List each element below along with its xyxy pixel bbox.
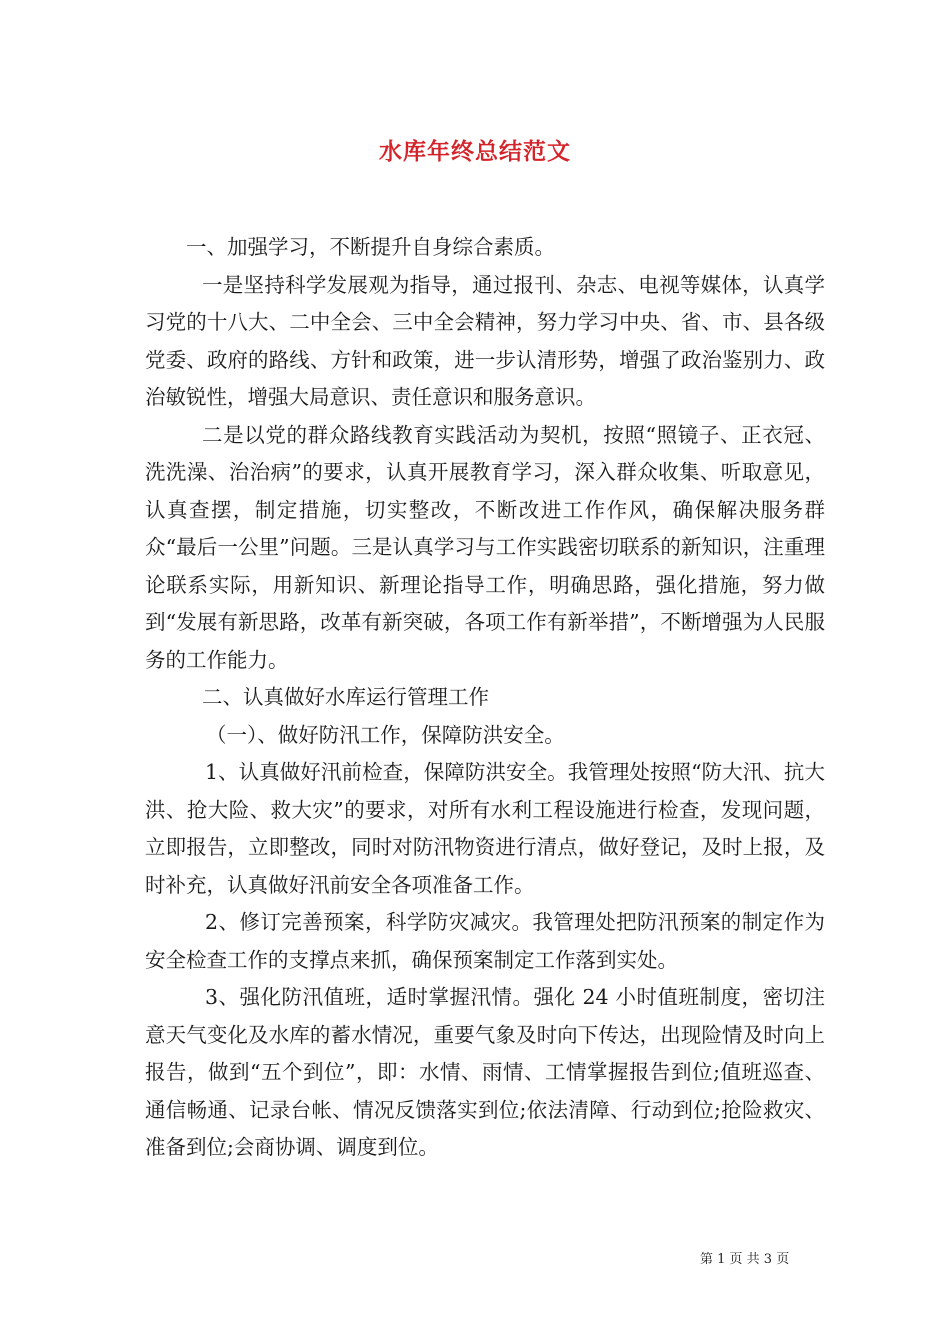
paragraph-study-1: 一是坚持科学发展观为指导，通过报刊、杂志、电视等媒体，认真学习党的十八大、二中全会、三中全会精神，努力学习中央、省、市、县各级党委、政府的路线、方针和政策，进一步认清形势，增强了政治鉴别力、政治敏锐性，增强大局意识、责任意识和服务意识。 — [145, 272, 825, 409]
paragraph-flood-plan: 2、修订完善预案，科学防灾减灾。我管理处把防汛预案的制定作为安全检查工作的支撑点来抓，确保预案制定工作落到实处。 — [145, 910, 825, 972]
page-title: 水库年终总结范文 — [379, 138, 571, 165]
paragraph-flood-check: 1、认真做好汛前检查，保障防洪安全。我管理处按照“防大汛、抗大洪、抢大险、救大灾”的要求，对所有水利工程设施进行检查，发现问题，立即报告，立即整改，同时对防汛物资进行清点，做好登记，及时上报，及时补充，认真做好汛前安全各项准备工作。 — [145, 760, 825, 897]
paragraph-flood-duty: 3、强化防汛值班，适时掌握汛情。强化 24 小时值班制度，密切注意天气变化及水库的蓄水情况，重要气象及时向下传达，出现险情及时向上报告，做到“五个到位”，即：水情、雨情、工情掌握报告到位;值班巡查、通信畅通、记录台帐、情况反馈落实到位;依法清障、行动到位;抢险救灾、准备到位;会商协调、调度到位。 — [145, 985, 825, 1159]
section-heading-1: 一、加强学习，不断提升自身综合素质。 — [186, 235, 555, 259]
subsection-heading-1: （一）、做好防汛工作，保障防洪安全。 — [206, 722, 565, 747]
paragraph-study-2: 二是以党的群众路线教育实践活动为契机，按照“照镜子、正衣冠、洗洗澡、治治病”的要求，认真开展教育学习，深入群众收集、听取意见，认真查摆，制定措施，切实整改，不断改进工作作风，确保解决服务群众“最后一公里”问题。三是认真学习与工作实践密切联系的新知识，注重理论联系实际，用新知识、新理论指导工作，明确思路，强化措施，努力做到“发展有新思路，改革有新突破，各项工作有新举措”，不断增强为人民服务的工作能力。 — [145, 422, 825, 672]
document-body — [145, 229, 825, 1167]
section-heading-2: 二、认真做好水库运行管理工作 — [202, 685, 489, 709]
page-footer: 第 1 页 共 3 页 — [700, 1252, 790, 1267]
